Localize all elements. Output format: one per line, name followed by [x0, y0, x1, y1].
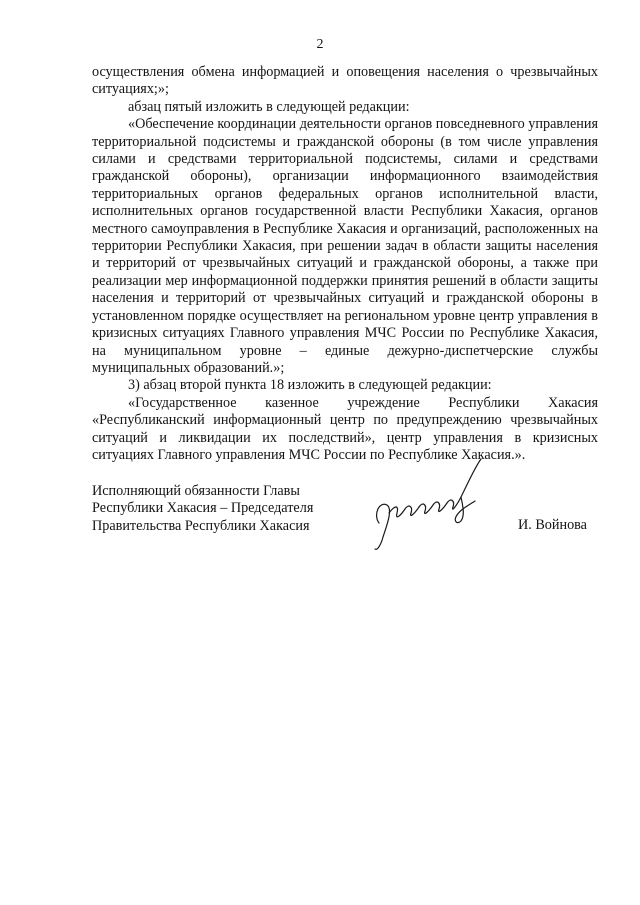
paragraph-3: «Обеспечение координации деятельности органов повседневного управления территориальной подсистемы и гражданской обороны (в том числе управления силами и средствами территориальной подсистемы, силами и средствами гражданской обороны), организации информационного взаимодействия территориальных органов федеральных органов исполнительной власти, исполнительных органов государственной власти Республики Хакасия, органов местного самоуправления в Республике Хакасия и организаций, расположенных на территории Республики Хакасия, при решении задач в области защиты населения и территорий от чрезвычайных ситуаций и гражданской обороны, а также при реализации мер информационной поддержки принятия решений в области защиты населения и территорий от чрезвычайных ситуаций и гражданской обороны в установленном порядке осуществляет на региональном уровне центр управления в кризисных ситуациях Главного управления МЧС России по Республике Хакасия, на муниципальном уровне – единые дежурно-диспетчерские службы муниципальных образований.»;: [92, 116, 598, 376]
document-body: [92, 64, 598, 464]
paragraph-5: «Государственное казенное учреждение Республики Хакасия «Республиканский информационный центр по предупреждению чрезвычайных ситуаций и ликвидации их последствий», центр управления в кризисных ситуациях Главного управления МЧС России по Республике Хакасия.».: [92, 394, 598, 463]
position-line-3: Правительства Республики Хакасия: [92, 517, 310, 534]
position-line-1: Исполняющий обязанности Главы: [92, 483, 300, 499]
signatory-position: [92, 483, 313, 535]
paragraph-1: осуществления обмена информацией и оповещения населения о чрезвычайных ситуациях;»;: [92, 64, 598, 98]
handwritten-signature: [365, 455, 485, 555]
position-line-2: Республики Хакасия – Председателя: [92, 500, 314, 517]
page-number: 2: [316, 37, 324, 52]
paragraph-2: абзац пятый изложить в следующей редакции:: [128, 98, 410, 115]
signer-name: И. Войнова: [518, 517, 587, 533]
paragraph-4: 3) абзац второй пункта 18 изложить в следующей редакции:: [128, 377, 492, 394]
